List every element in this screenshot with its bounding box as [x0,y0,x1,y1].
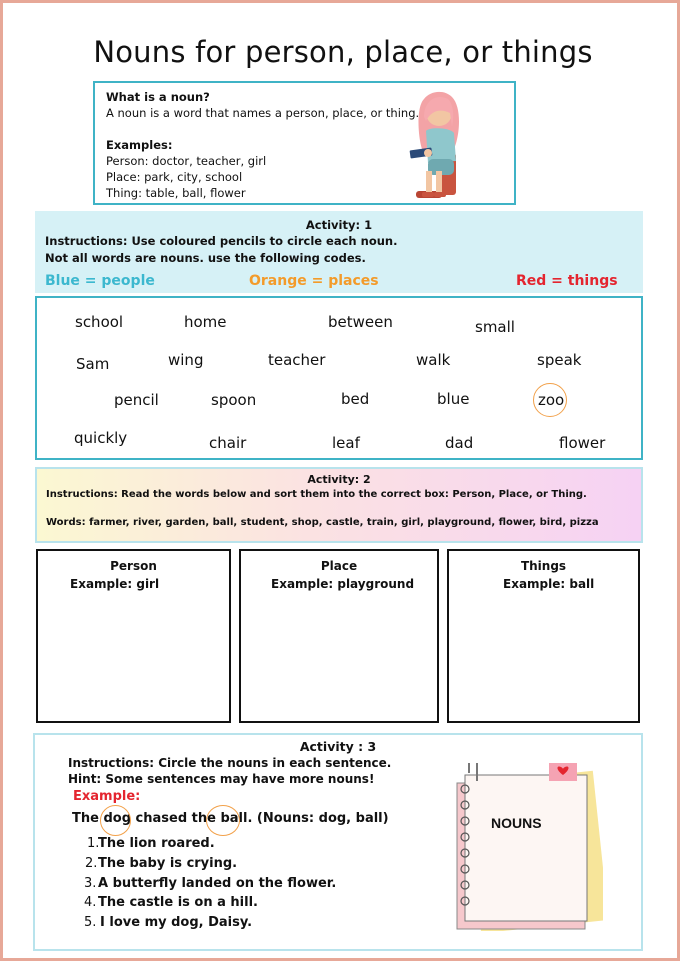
example-sentence: The dog chased the ball. (Nouns: dog, ball) [72,811,389,826]
sentence[interactable]: The castle is on a hill. [98,895,258,910]
examples-heading: Examples: [106,138,173,152]
activity-2-title: Activity: 2 [307,473,371,486]
word[interactable]: walk [416,351,451,369]
word[interactable]: leaf [332,434,360,452]
example-place: Place: park, city, school [106,170,243,184]
intro-heading: What is a noun? [106,90,210,104]
word[interactable]: dad [445,434,474,452]
sentence-number: 5. [84,915,97,930]
sentence[interactable]: A butterfly landed on the flower. [98,876,337,891]
word[interactable]: small [475,318,515,336]
activity-1-instruction-2: Not all words are nouns. use the following codes. [45,251,366,265]
box-title: Person [110,559,157,573]
activity-2-header [35,467,643,543]
code-blue: Blue = people [45,273,155,289]
sentence-number: 3. [84,876,97,891]
word[interactable]: home [184,313,227,331]
box-title: Things [520,559,567,573]
sentence-number: 4. [84,895,97,910]
dog-circle-mark [100,805,131,836]
notepad-label: NOUNS [491,815,542,831]
word[interactable]: between [328,313,393,331]
activity-1-header [35,211,643,293]
notepad-illustration [443,763,603,931]
word[interactable]: spoon [211,391,257,409]
box-example: Example: ball [503,577,595,591]
word[interactable]: wing [168,351,204,369]
code-red: Red = things [516,273,618,289]
activity-3-instruction: Instructions: Circle the nouns in each sentence. [68,756,392,770]
code-orange: Orange = places [249,273,379,289]
activity-2-instruction: Instructions: Read the words below and sort them into the correct box: Person, Place, or Thing. [46,489,587,500]
activity-2-words: Words: farmer, river, garden, ball, student, shop, castle, train, girl, playground, flower, bird, pizza [46,517,599,528]
page-title: Nouns for person, place, or things [93,35,593,69]
person-sort-box[interactable] [36,549,231,723]
word[interactable]: quickly [74,429,128,447]
zoo-circle-mark [533,383,567,417]
place-sort-box[interactable] [239,549,439,723]
word[interactable]: teacher [268,351,326,369]
word[interactable]: blue [437,390,470,408]
word[interactable]: zoo [538,391,565,409]
example-person: Person: doctor, teacher, girl [106,154,267,168]
reading-girl-illustration [406,87,470,205]
box-example: Example: playground [271,577,415,591]
box-title: Place [320,559,358,573]
intro-definition: A noun is a word that names a person, place, or thing. [106,106,420,120]
word[interactable]: Sam [76,355,110,373]
word[interactable]: school [75,313,124,331]
things-sort-box[interactable] [447,549,640,723]
ball-circle-mark [206,805,240,836]
sentence-number: 2. [85,856,98,871]
word[interactable]: bed [341,390,370,408]
activity-3-hint: Hint: Some sentences may have more nouns! [68,772,375,786]
sentence[interactable]: The baby is crying. [98,856,238,871]
box-example: Example: girl [70,577,160,591]
activity-1-title: Activity: 1 [305,218,373,232]
sentence[interactable]: The lion roared. [98,836,215,851]
word[interactable]: chair [209,434,247,452]
word[interactable]: flower [559,434,606,452]
word[interactable]: speak [537,351,582,369]
activity-3-title: Activity : 3 [299,739,377,754]
sentence[interactable]: I love my dog, Daisy. [100,915,253,930]
word[interactable]: pencil [114,391,159,409]
sentence-number: 1. [87,836,100,851]
example-label: Example: [73,789,141,804]
example-thing: Thing: table, ball, flower [106,186,246,200]
activity-1-instruction: Instructions: Use coloured pencils to circle each noun. [45,234,398,248]
